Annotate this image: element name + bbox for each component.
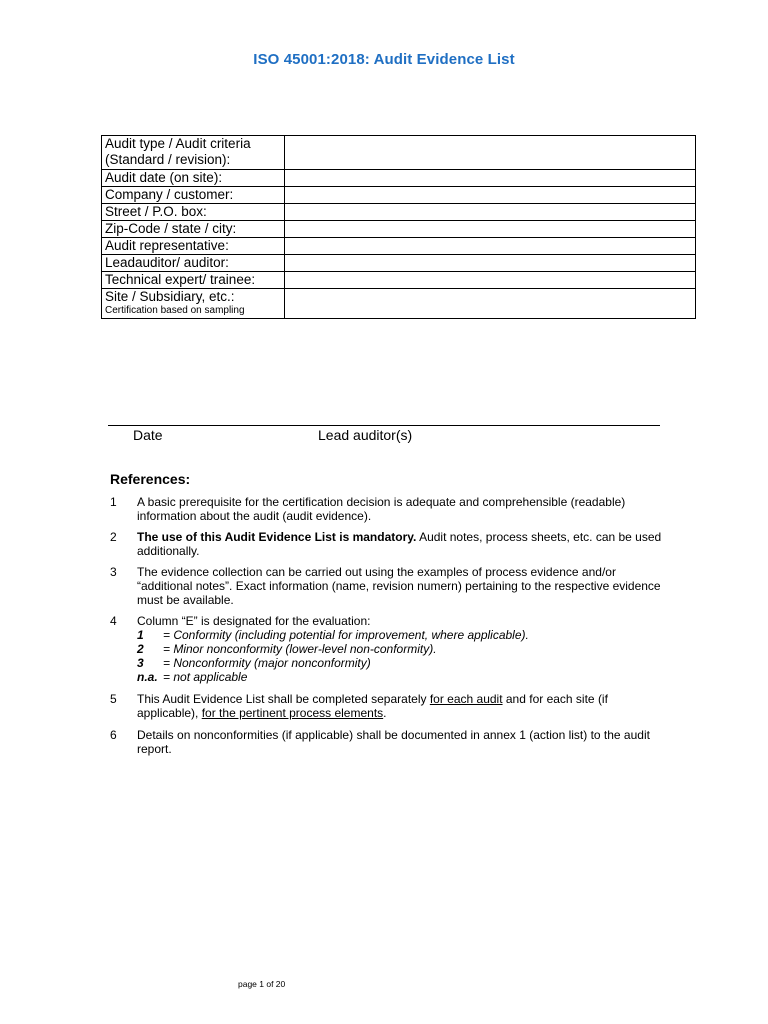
reference-number: 2 [110,530,117,544]
evaluation-intro: Column “E” is designated for the evaluation: [137,614,371,628]
row-label: Street / P.O. box: [102,204,285,221]
reference-text-part: This Audit Evidence List shall be completed separately [137,692,430,706]
evaluation-code: 3 [137,656,144,670]
row-label [102,289,285,319]
page-number: page 1 of 20 [238,979,286,989]
reference-underlined-text: for each audit [429,692,503,706]
reference-text-part: and for each site (if applicable), [137,692,608,720]
audit-info-table [101,135,696,319]
row-label: Leadauditor/ auditor: [102,255,285,272]
evaluation-meaning: = Minor nonconformity (lower-level non-conformity). [163,642,437,656]
reference-bold-text: The use of this Audit Evidence List is mandatory. [137,530,417,544]
document-title: ISO 45001:2018: Audit Evidence List [253,51,515,68]
evaluation-code-line [137,628,670,642]
evaluation-code: 2 [137,642,144,656]
reference-item [110,565,670,607]
evaluation-code: n.a. [137,670,158,684]
table-row [102,289,696,319]
row-label: Audit date (on site): [102,170,285,187]
evaluation-code-line [137,642,670,656]
table-row [102,204,696,221]
row-label: Audit representative: [102,238,285,255]
reference-text-part: . [383,706,387,720]
evaluation-meaning: = not applicable [163,670,248,684]
table-row [102,272,696,289]
row-value-field[interactable] [285,255,696,272]
reference-item [110,530,670,558]
signature-date-label: Date [133,427,163,443]
reference-number: 4 [110,614,117,628]
row-label: Audit type / Audit criteria (Standard / revision): [102,136,285,170]
signature-lead-auditor-label: Lead auditor(s) [318,427,413,443]
reference-number: 3 [110,565,117,579]
evaluation-code-line [137,656,670,670]
table-row [102,187,696,204]
row-value-field[interactable] [285,221,696,238]
evaluation-meaning: = Conformity (including potential for improvement, where applicable). [163,628,529,642]
row-value-field[interactable] [285,272,696,289]
row-value-field[interactable] [285,204,696,221]
reference-rest-text: Audit notes, process sheets, etc. can be used additionally. [137,530,662,558]
reference-number: 1 [110,495,117,509]
row-value-field[interactable] [285,170,696,187]
table-row [102,238,696,255]
reference-item [110,728,670,756]
evaluation-meaning: = Nonconformity (major nonconformity) [163,656,371,670]
table-row [102,136,696,170]
row-label: Zip-Code / state / city: [102,221,285,238]
reference-text [137,614,670,684]
row-label: Technical expert/ trainee: [102,272,285,289]
row-value-field[interactable] [285,187,696,204]
table-row [102,221,696,238]
reference-number: 5 [110,692,117,706]
row-label: Company / customer: [102,187,285,204]
row-value-field[interactable] [285,136,696,170]
references-heading: References: [110,471,191,487]
reference-number: 6 [110,728,117,742]
reference-text [137,692,670,720]
reference-text: A basic prerequisite for the certification decision is adequate and comprehensible (readable) information about the audit (audit evidence). [137,495,626,523]
row-label-note: Certification based on sampling [105,305,245,316]
row-value-field[interactable] [285,238,696,255]
row-label-text: Site / Subsidiary, etc.: [105,289,235,304]
reference-text [137,530,670,558]
reference-text: The evidence collection can be carried out using the examples of process evidence and/or “additional notes”. Exact information (name, revision numern) pertaining to the respective evidence must be available. [137,565,661,607]
row-value-field[interactable] [285,289,696,319]
reference-underlined-text: for the pertinent process elements [201,706,384,720]
evaluation-code-line [137,670,670,684]
table-row [102,170,696,187]
reference-item [110,692,670,720]
signature-line [108,425,660,426]
reference-item [110,495,670,523]
table-row [102,255,696,272]
evaluation-code: 1 [137,628,144,642]
reference-text: Details on nonconformities (if applicable) shall be documented in annex 1 (action list) to the audit report. [137,728,650,756]
reference-item [110,614,670,684]
